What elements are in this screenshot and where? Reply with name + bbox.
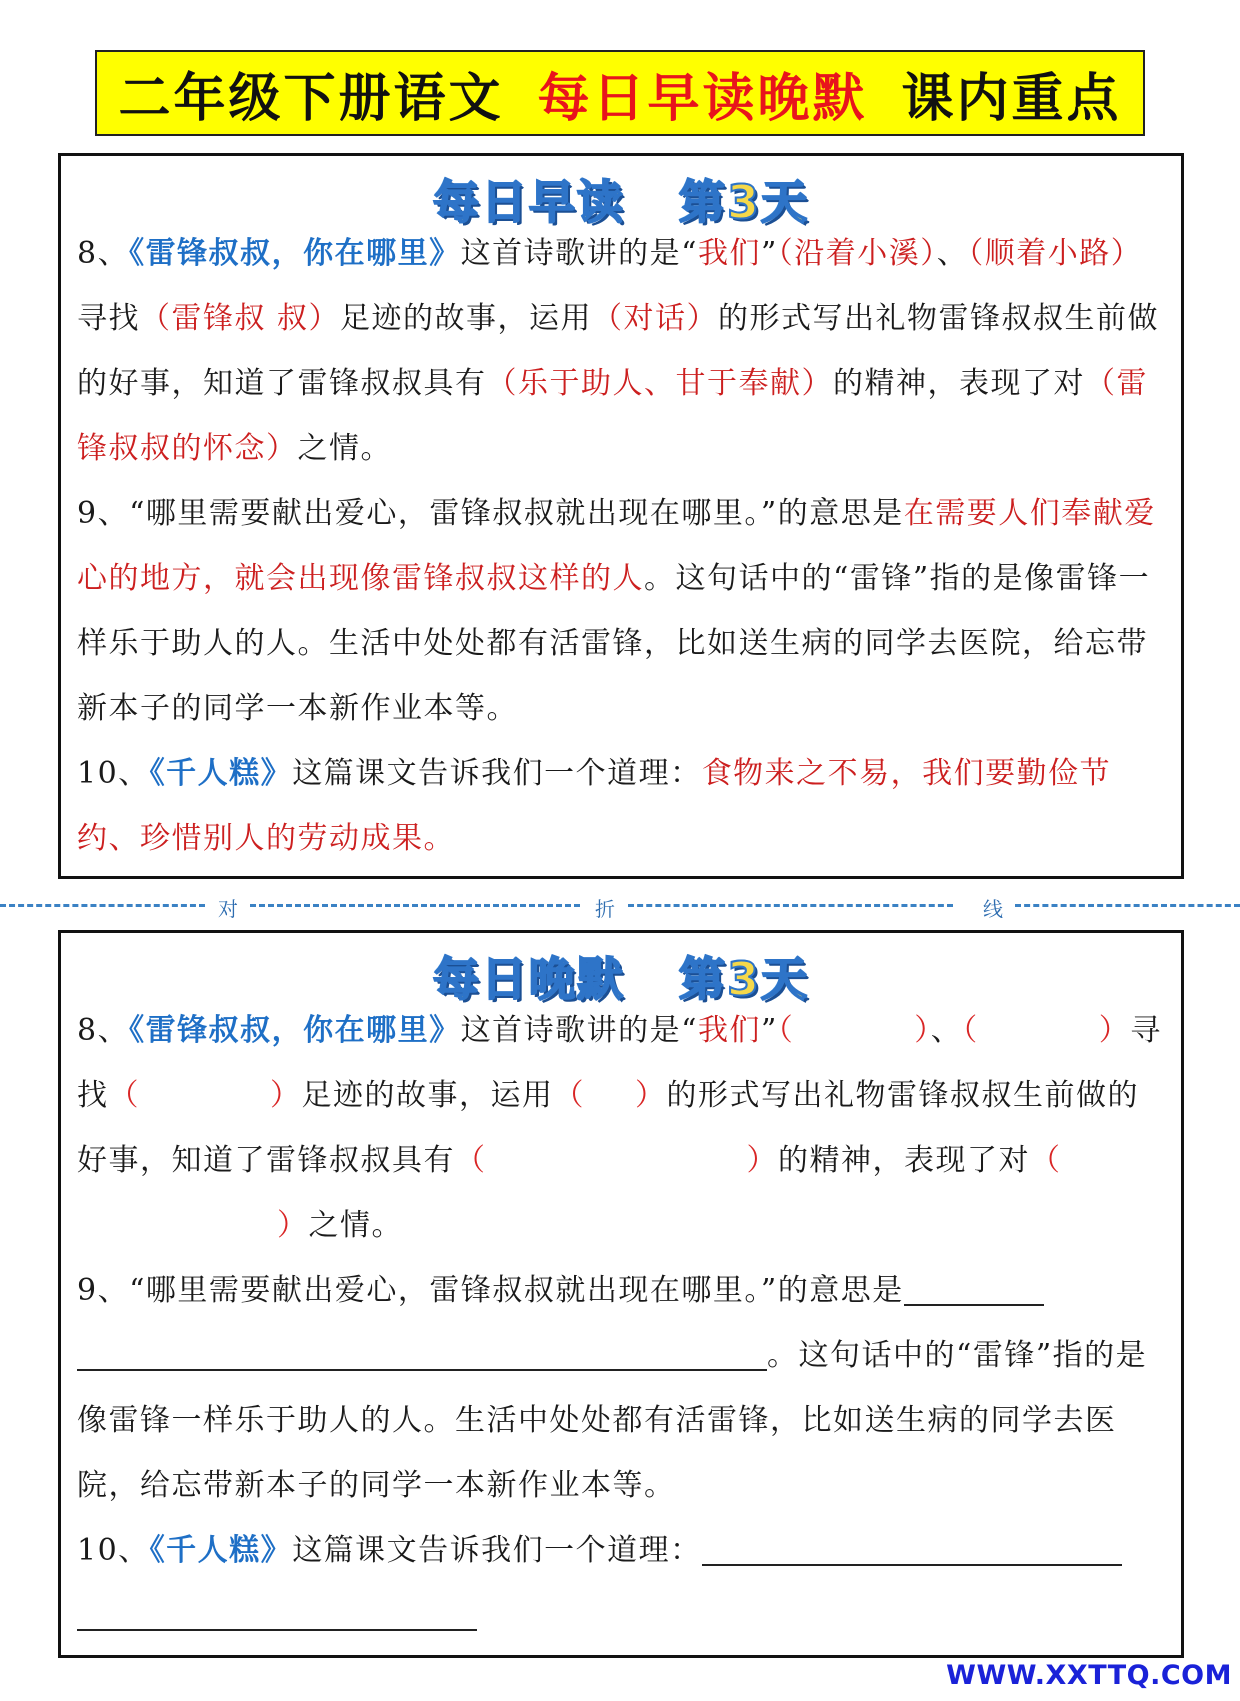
q10-book-title: 《千人糕》 (149, 756, 293, 791)
q9-answer-line-1[interactable] (904, 1268, 1044, 1306)
q9-text-1: “哪里需要献出爱心，雷锋叔叔就出现在哪里。”的意思是 (129, 496, 904, 531)
q9-text-1: “哪里需要献出爱心，雷锋叔叔就出现在哪里。”的意思是 (129, 1273, 904, 1308)
q8-blank-1-close: ） (914, 1013, 931, 1048)
q9-text-2: 。这句话中的“雷锋”指的是像雷锋一样乐于助人的人。生活中处处都有活雷锋，比如送生病的同学去医院，给忘带新本子的同学一本新作业本等。 (77, 561, 1151, 726)
q8-we: 我们 (697, 236, 761, 271)
q8-book-title: 《雷锋叔叔，你在哪里》 (129, 236, 461, 271)
q8-blank-6-open: （ (1030, 1143, 1062, 1178)
morning-header-label: 每日早读 (432, 175, 625, 229)
q10-answer-line-2[interactable] (77, 1593, 477, 1631)
q8-blank-2-close: ） (1098, 1013, 1131, 1048)
q8-number: 8、 (77, 236, 130, 271)
q8-sep: 、 (936, 236, 969, 271)
page-title-banner (95, 50, 1145, 136)
fold-char-3: 线 (983, 897, 1003, 921)
fold-char-1: 对 (218, 897, 238, 921)
morning-card-body (77, 221, 1165, 871)
q9-answer: 在需要人们奉献爱心的地方，就会出现像雷锋叔叔这样的人 (77, 496, 1156, 596)
q8-answer-3: （雷锋叔 叔） (140, 301, 341, 336)
q10-text-1: 这篇课文告诉我们一个道理： (292, 756, 702, 791)
q8-answer-5: （乐于助人、甘于奉献） (486, 366, 833, 401)
q8-text-5: 的形式写出礼物雷锋叔叔生前做的好事，知道了雷锋叔叔具有 (77, 301, 1160, 401)
q9-number: 9、 (77, 1273, 130, 1308)
q8-text-5: 的形式写出礼物雷锋叔叔生前做的好事，知道了雷锋叔叔具有 (77, 1078, 1139, 1178)
q8-blank-1-open: （ (777, 1013, 795, 1048)
title-part-daily: 每日早读晚默 (537, 68, 868, 129)
q8-answer-1: （沿着小溪） (777, 236, 937, 271)
q10-number: 10、 (77, 756, 150, 791)
fold-line (0, 893, 1240, 921)
q8-text-1: 这首诗歌讲的是“ (460, 1013, 698, 1048)
q10-number: 10、 (77, 1533, 150, 1568)
q8-text-6: 的精神，表现了对 (778, 1143, 1030, 1178)
q8-blank-4-close: ） (635, 1078, 667, 1113)
q8-text-3: 寻找 (77, 1013, 1162, 1113)
fold-char-2: 折 (595, 897, 615, 921)
q8-sep: 、 (930, 1013, 963, 1048)
q8-text-6: 的精神，表现了对 (833, 366, 1085, 401)
q10-answer: 食物来之不易，我们要勤俭节约、珍惜别人的劳动成果。 (77, 756, 1112, 856)
fold-dash (250, 904, 580, 907)
q8-text-7: 之情。 (308, 1208, 403, 1243)
q8-text-4: 足迹的故事，运用 (340, 301, 593, 336)
q9-number: 9、 (77, 496, 130, 531)
q8-blank-2-open: （ (962, 1013, 979, 1048)
morning-reading-card (58, 153, 1184, 879)
q8-blank-5-close: ） (746, 1143, 778, 1178)
q8-book-title: 《雷锋叔叔，你在哪里》 (129, 1013, 461, 1048)
q8-blank-3-open: （ (108, 1078, 140, 1113)
site-url: WWW.XXTTQ.COM (946, 1660, 1232, 1691)
q9-answer-line-2[interactable] (77, 1333, 767, 1371)
morning-header-day: 第3天 (679, 175, 810, 229)
q8-text-1: 这首诗歌讲的是“ (460, 236, 698, 271)
morning-q10 (77, 741, 1165, 871)
evening-dictation-card (58, 930, 1184, 1658)
q8-text-2: ” (760, 236, 778, 271)
q10-text-1: 这篇课文告诉我们一个道理： (292, 1533, 702, 1568)
q8-we: 我们 (697, 1013, 761, 1048)
fold-dash (628, 904, 953, 907)
evening-header-label: 每日晚默 (432, 952, 625, 1006)
q8-text-3: 寻找 (77, 301, 140, 336)
evening-q10 (77, 1518, 1165, 1648)
q8-text-7: 之情。 (297, 431, 392, 466)
title-part-key: 课内重点 (901, 68, 1122, 129)
q8-blank-5-open: （ (455, 1143, 487, 1178)
q8-blank-4-open: （ (553, 1078, 585, 1113)
fold-dash (1015, 904, 1240, 907)
q8-blank-3-close: ） (270, 1078, 302, 1113)
q9-text-2: 。这句话中的“雷锋”指的是像雷锋一样乐于助人的人。生活中处处都有活雷锋，比如送生病的同学去医院，给忘带新本子的同学一本新作业本等。 (77, 1338, 1148, 1503)
evening-header-day: 第3天 (679, 952, 810, 1006)
q8-answer-4: （对话） (592, 301, 719, 336)
q8-number: 8、 (77, 1013, 130, 1048)
q10-book-title: 《千人糕》 (149, 1533, 293, 1568)
q8-answer-2: （顺着小路） (968, 236, 1143, 271)
q10-answer-line-1[interactable] (702, 1528, 1122, 1566)
evening-q8 (77, 998, 1165, 1258)
morning-q8 (77, 221, 1165, 481)
morning-q9 (77, 481, 1165, 741)
title-part-grade: 二年级下册语文 (118, 68, 504, 129)
q8-answer-6: （雷锋叔叔的怀念） (77, 366, 1148, 466)
fold-dash (0, 904, 205, 907)
evening-card-body (77, 998, 1165, 1648)
q8-blank-6-close: ） (277, 1208, 309, 1243)
evening-q9 (77, 1258, 1165, 1518)
q8-text-4: 足迹的故事，运用 (301, 1078, 554, 1113)
q8-text-2: ” (760, 1013, 778, 1048)
